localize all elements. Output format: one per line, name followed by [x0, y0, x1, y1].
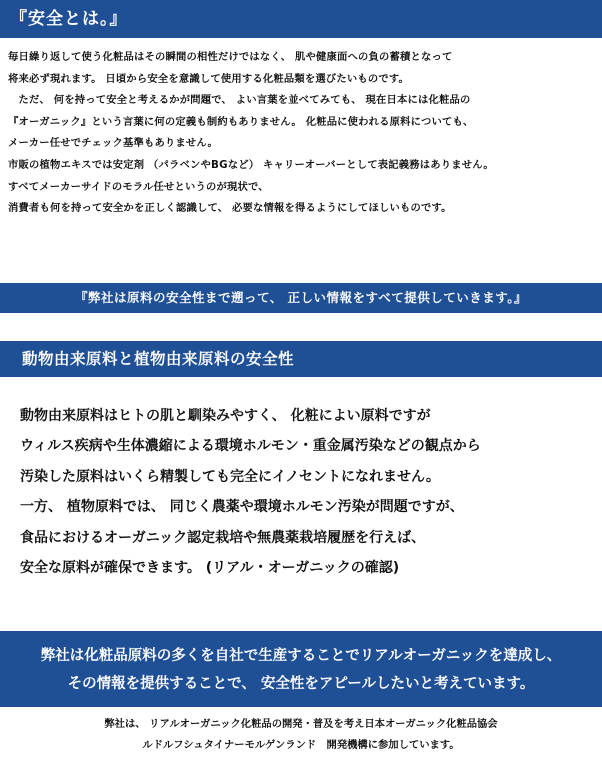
footer-line: 弊社は、 リアルオーガニック化粧品の開発・普及を考え日本オーガニック化粧品協会 — [104, 718, 498, 730]
section-line: ウィルス疾病や生体濃縮による環境ホルモン・重金属汚染などの観点から — [20, 438, 481, 455]
section-line: 動物由来原料はヒトの肌と馴染みやすく、 化粧によい原料ですが — [20, 408, 431, 424]
section-line: 一方、 植物原料では、 同じく農薬や環境ホルモン汚染が問題ですが、 — [20, 499, 464, 516]
statement-line: その情報を提供することで、 安全性をアピールしたいと考えています。 — [67, 676, 535, 692]
intro-line: 将来必ず現れます。 日頃から安全を意識して使用する化粧品類を選びたいものです。 — [8, 72, 410, 85]
intro-line: 市販の植物エキスでは安定剤 （パラベンやBGなど） キャリーオーバーとして表記義務はありません。 — [8, 158, 494, 171]
footer-note — [0, 714, 602, 756]
intro-line: すべてメーカーサイドのモラル任せというのが現状で、 — [8, 180, 269, 193]
footer-line: ルドルフシュタイナーモルゲンランド 開発機構に参加しています。 — [142, 739, 460, 751]
intro-paragraph — [8, 47, 598, 220]
intro-line: 毎日繰り返して使う化粧品はその瞬間の相性だけではなく、 肌や健康面への負の蓄積となって — [8, 51, 453, 63]
statement-line: 弊社は化粧品原料の多くを自社で生産することでリアルオーガニックを達成し、 — [40, 648, 562, 664]
section-line: 安全な原料が確保できます。 (リアル・オーガニックの確認) — [20, 559, 400, 576]
section-heading-banner — [0, 341, 602, 377]
intro-line: 消費者も何を持って安全かを正しく認識して、 必要な情報を得るようにしてほしいものです。 — [8, 202, 452, 215]
section-line: 汚染した原料はいくら精製しても完全にイノセントになれません。 — [20, 468, 440, 485]
page-title-banner — [0, 0, 602, 38]
notice-text: 『弊社は原料の安全性まで遡って、 正しい情報をすべて提供していきます。』 — [74, 290, 528, 305]
intro-line: ただ、 何を持って安全と考えるかが問題で、 よい言葉を並べてみても、 現在日本には化粧品の — [8, 94, 471, 107]
section-heading: 動物由来原料と植物由来原料の安全性 — [22, 350, 295, 368]
notice-banner — [0, 283, 602, 313]
statement-banner — [0, 631, 602, 707]
intro-line: 『オーガニック』という言葉に何の定義も制約もありません。 化粧品に使われる原料についても、 — [8, 115, 474, 128]
section-body — [20, 401, 598, 583]
section-line: 食品におけるオーガニック認定栽培や無農薬栽培履歴を行えば、 — [20, 529, 426, 546]
page-title: 『安全とは。』 — [10, 9, 128, 29]
intro-line: メーカー任せでチェック基準もありません。 — [8, 137, 219, 150]
